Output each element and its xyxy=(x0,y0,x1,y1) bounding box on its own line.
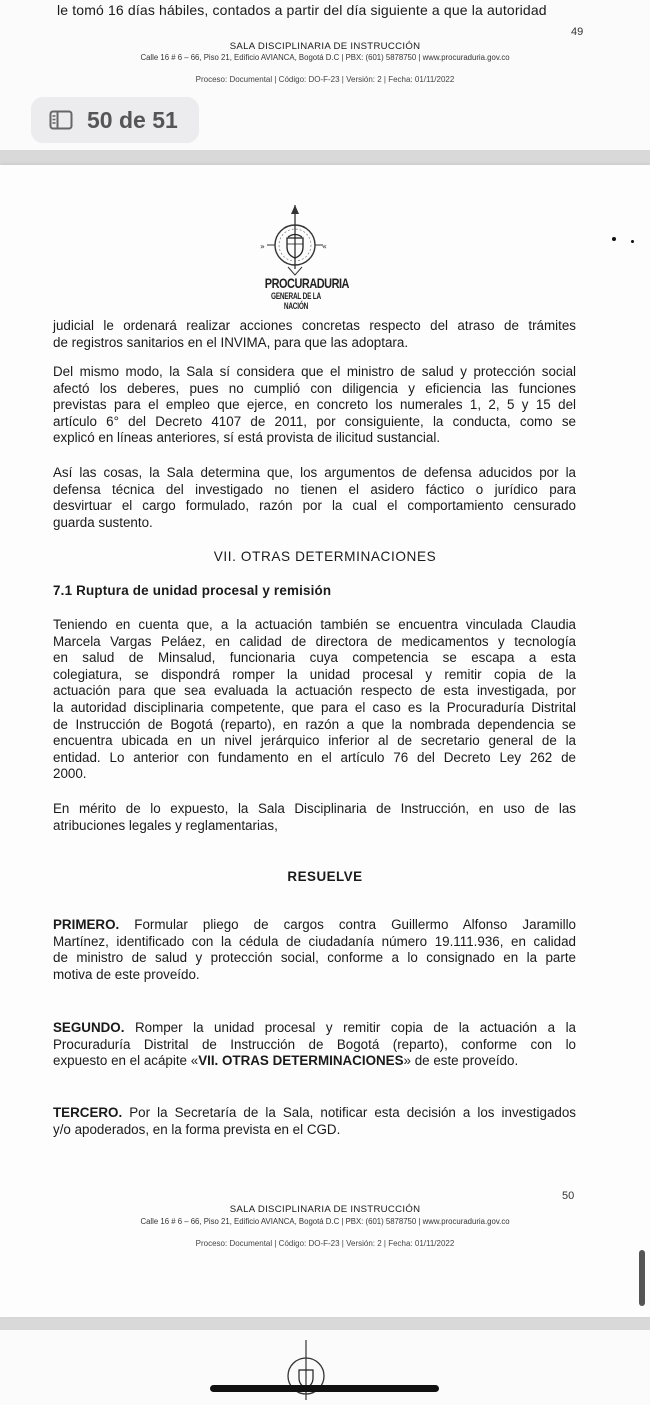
paragraph-merito: En mérito de lo expuesto, la Sala Disciplinaria de Instrucción, en uso de las atribuciones legales y reglamentarias, xyxy=(53,801,576,833)
speck xyxy=(631,240,634,243)
resolution-primero: PRIMERO. Formular pliego de cargos contra Guillermo Alfonso Jaramillo Martínez, identificado con la cédula de ciudadanía número 19.111.936, en calidad de ministro de salud y protección social, conforme a lo consignado en la parte motiva de este proveído. xyxy=(53,917,576,982)
paragraph-argumentos-defensa: Así las cosas, la Sala determina que, los argumentos de defensa aducidos por la defensa técnica del investigado no tienen el asidero fáctico o jurídico para desvirtuar el cargo formulado, razón por la cual el comportamiento censurado guarda sustento. xyxy=(53,465,576,530)
resolution-segundo: SEGUNDO. Romper la unidad procesal y remitir copia de la actuación a la Procuraduría Distrital de Instrucción de Bogotá (reparto), conforme con lo expuesto en el acápite «VII. OTRAS DETERMINACIONES» de este proveído. xyxy=(53,1020,576,1069)
logo-title: PROCURADURIA xyxy=(264,275,349,291)
subheading-ruptura-unidad: 7.1 Ruptura de unidad procesal y remisión xyxy=(53,583,332,598)
previous-page-last-line: le tomó 16 días hábiles, contados a partir del día siguiente a que la autoridad xyxy=(57,2,547,18)
procuraduria-logo xyxy=(250,205,349,315)
paragraph-atraso-registros: judicial le ordenará realizar acciones concretas respecto del atraso de trámites de registros sanitarios en el INVIMA, para que las adoptara. xyxy=(53,318,576,350)
logo-subtitle: GENERAL DE LA NACIÓN xyxy=(270,291,321,311)
footer-meta: Proceso: Documental | Código: DO-F-23 | Versión: 2 | Fecha: 01/11/2022 xyxy=(195,1239,455,1248)
page-counter[interactable] xyxy=(31,97,199,143)
svg-text:»: » xyxy=(260,242,265,251)
paragraph-ruptura-unidad: Teniendo en cuenta que, a la actuación también se encuentra vinculada Claudia Marcela Vargas Peláez, en calidad de directora de medicamentos y tecnología en salud de Minsalud, funcionaria cuya competencia se escapa a esta colegiatura, se dispondrá romper la unidad procesal y remitir copia de la actuación para que sea evaluada la actuación respecto de esta investigada, por la autoridad disciplinaria competente, que para el caso es la Procuraduría Distrital de Instrucción de Bogotá (reparto), en razón a que la nombrada dependencia se encuentra ubicada en un nivel jerárquico inferior al de secretario general de la entidad. Lo anterior con fundamento en el artículo 76 del Decreto Ley 262 de 2000. xyxy=(53,617,576,782)
resolution-tercero: TERCERO. Por la Secretaría de la Sala, notificar esta decisión a los investigados y/o apoderados, en la forma prevista en el CGD. xyxy=(53,1105,576,1137)
svg-text:«: « xyxy=(322,242,327,251)
speck xyxy=(612,237,616,241)
primero-label: PRIMERO. xyxy=(53,917,120,932)
page-number: 50 xyxy=(562,1190,575,1202)
previous-footer-address: Calle 16 # 6 – 66, Piso 21, Edificio AVIANCA, Bogotá D.C | PBX: (601) 5878750 | www.procuraduria.gov.co xyxy=(140,53,510,62)
scrollbar[interactable] xyxy=(639,1250,645,1306)
segundo-label: SEGUNDO. xyxy=(53,1020,125,1035)
resuelve-heading: RESUELVE xyxy=(287,869,363,884)
page-counter-label: 50 de 51 xyxy=(87,106,178,133)
home-indicator[interactable] xyxy=(210,1385,439,1392)
coat-of-arms-icon xyxy=(250,205,340,277)
sidebar-icon[interactable] xyxy=(49,110,73,130)
section-heading-otras-determinaciones: VII. OTRAS DETERMINACIONES xyxy=(213,549,437,564)
paragraph-deberes-ministro: Del mismo modo, la Sala sí considera que el ministro de salud y protección social afectó los deberes, pues no cumplió con diligencia y eficiencia las funciones previstas para el empleo que ejerce, en concreto los numerales 1, 2, 5 y 15 del artículo 6° del Decreto 4107 de 2011, por consiguiente, la conducta, como se explicó en líneas anteriores, sí está provista de ilicitud sustancial. xyxy=(53,364,576,446)
footer-title: SALA DISCIPLINARIA DE INSTRUCCIÓN xyxy=(229,1204,421,1215)
tercero-label: TERCERO. xyxy=(53,1105,123,1120)
next-page xyxy=(0,1330,650,1405)
footer-address: Calle 16 # 6 – 66, Piso 21, Edificio AVIANCA, Bogotá D.C | PBX: (601) 5878750 | www.procuraduria.gov.co xyxy=(140,1217,510,1226)
document-page xyxy=(0,165,650,1317)
previous-footer-meta: Proceso: Documental | Código: DO-F-23 | Versión: 2 | Fecha: 01/11/2022 xyxy=(195,75,455,84)
previous-page-number: 49 xyxy=(571,26,584,38)
previous-footer-title: SALA DISCIPLINARIA DE INSTRUCCIÓN xyxy=(229,41,421,52)
